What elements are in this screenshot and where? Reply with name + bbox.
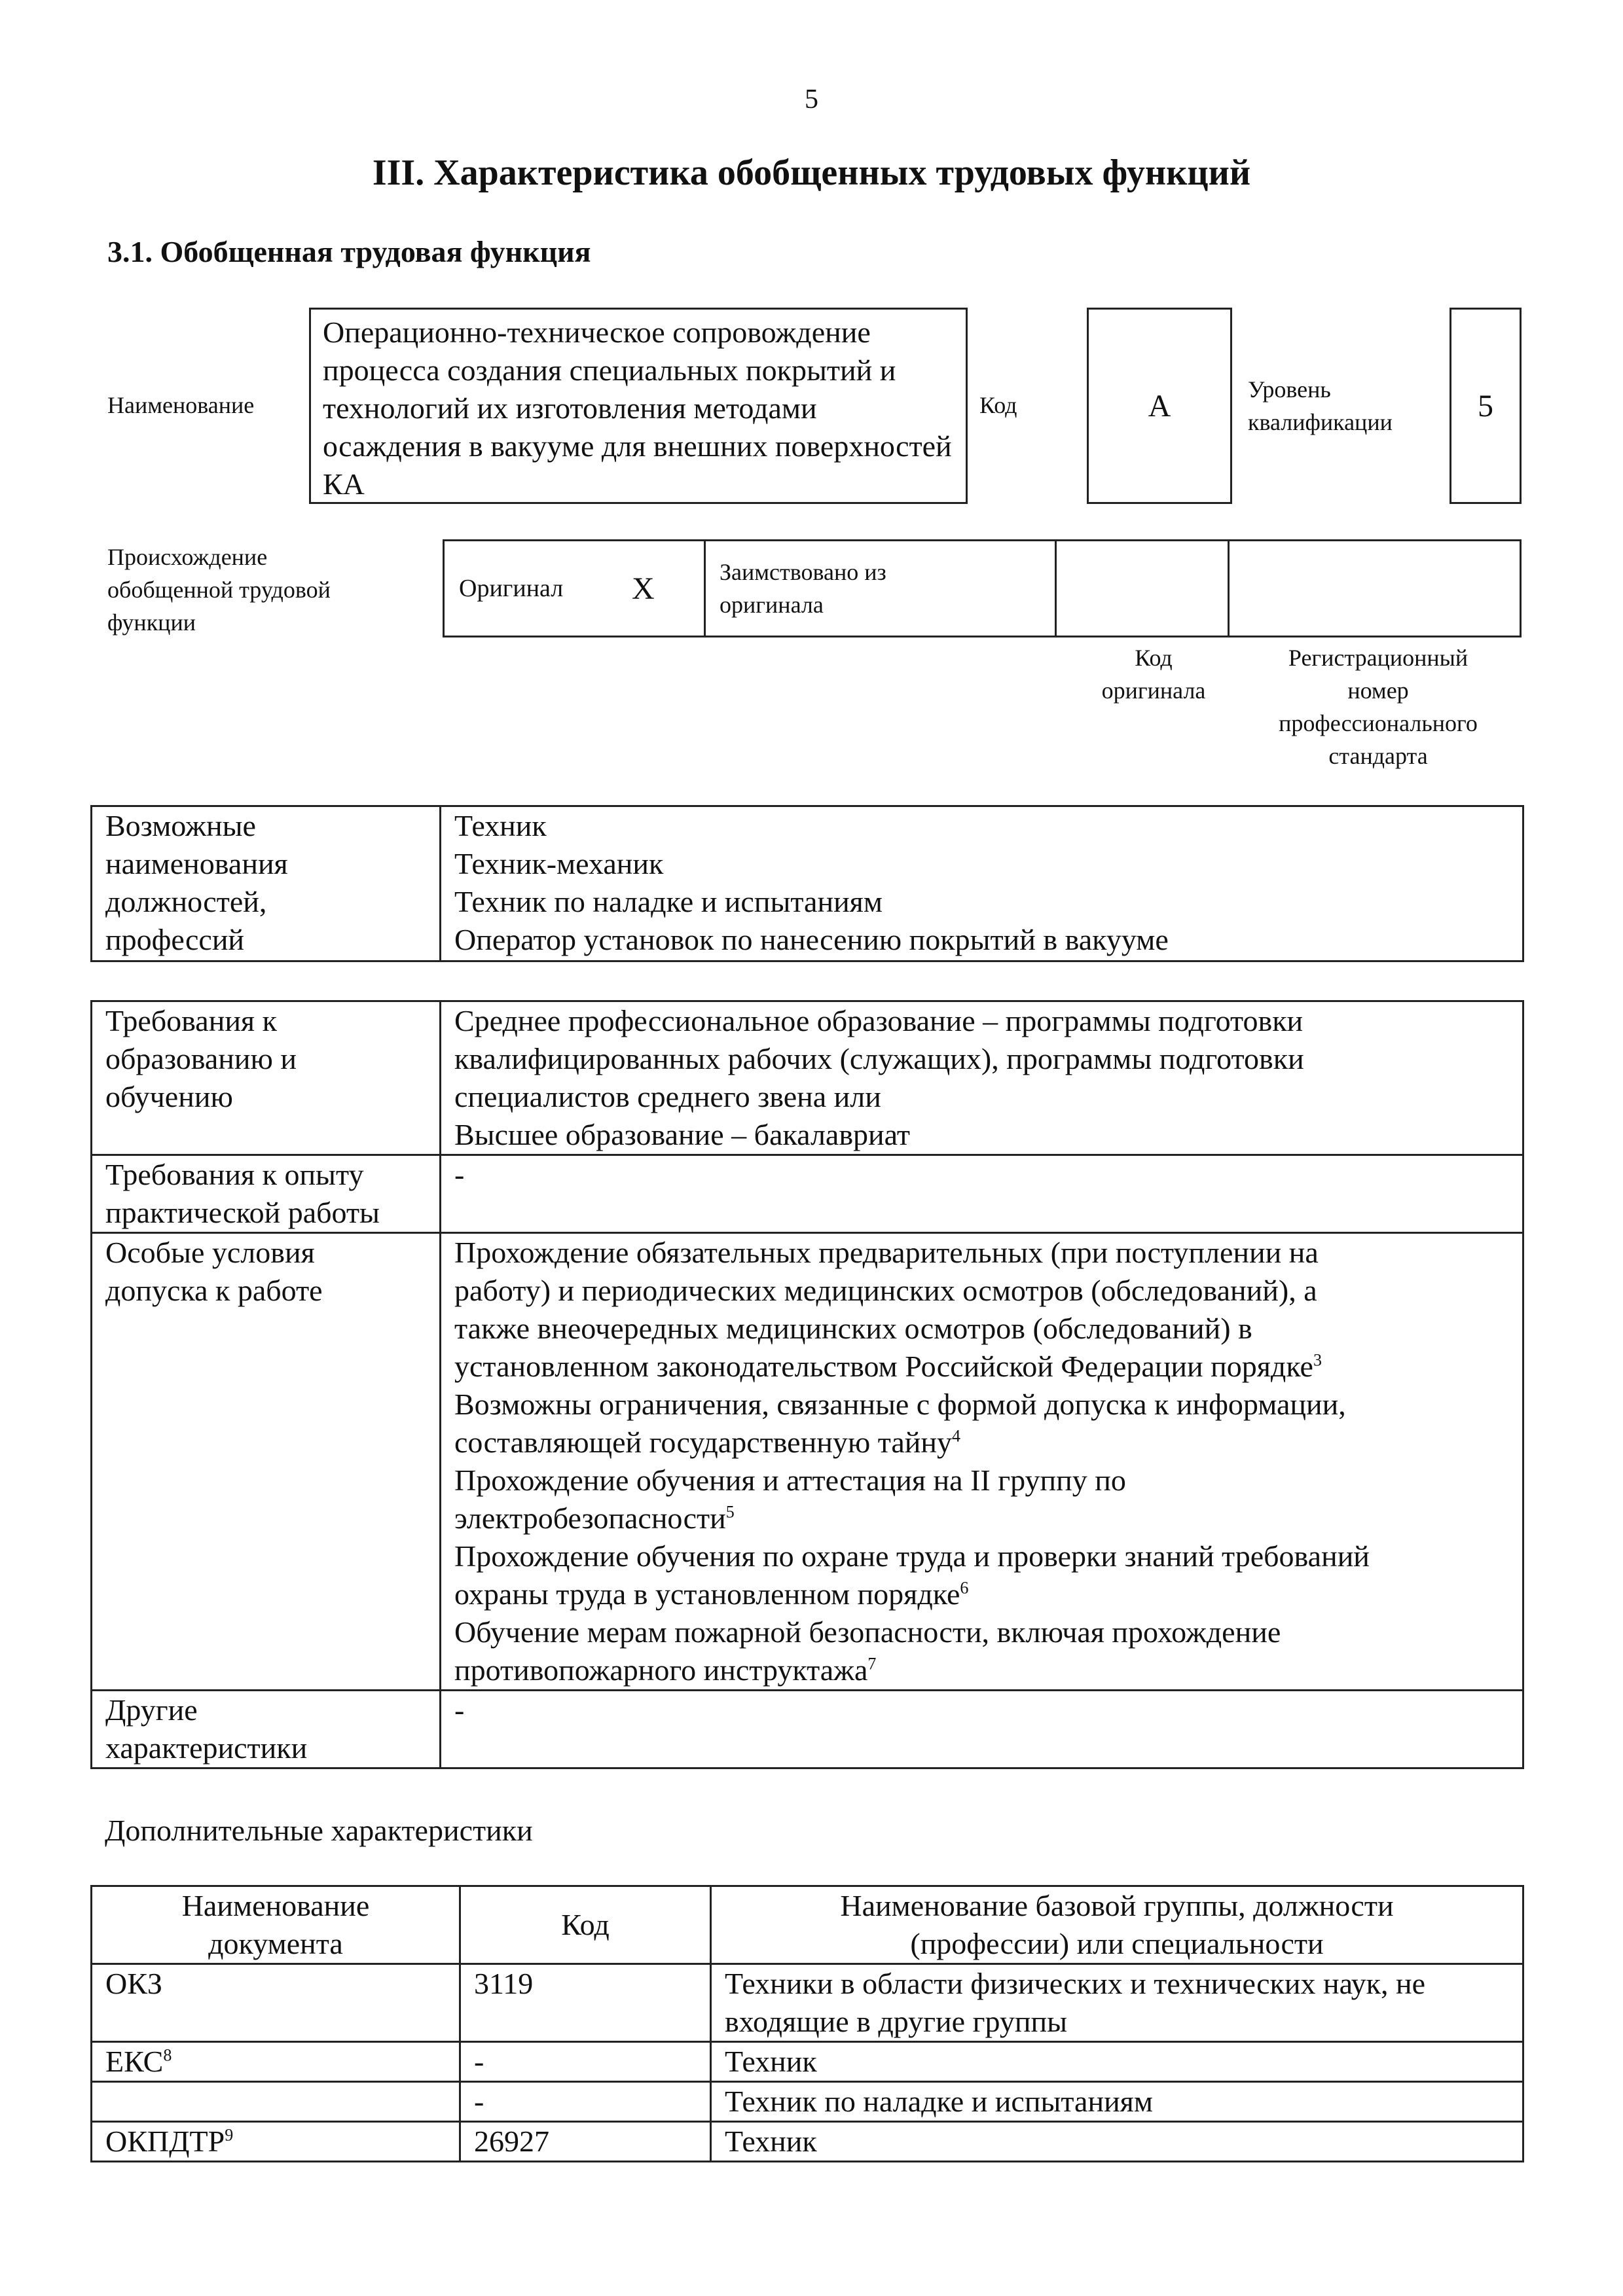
experience-value: - — [441, 1155, 1523, 1233]
conditions-label: Особые условия допуска к работе — [92, 1233, 441, 1691]
footnote-ref[interactable]: 8 — [163, 2045, 172, 2065]
footnote-ref[interactable]: 7 — [867, 1654, 877, 1674]
table-row — [92, 1964, 1523, 2042]
code-value-box — [1087, 308, 1232, 504]
level-value-box — [1450, 308, 1522, 504]
footnote-ref[interactable]: 6 — [960, 1578, 969, 1598]
origin-divider-1 — [704, 541, 706, 636]
level-value: 5 — [1478, 388, 1493, 423]
table-row — [92, 1001, 1523, 1155]
section-title: III. Характеристика обобщенных трудовых функций — [372, 152, 1251, 193]
name-cell: Техник по наладке и испытаниям — [711, 2082, 1523, 2122]
additional-title: Дополнительные характеристики — [105, 1814, 533, 1847]
code-caption: Код оригинала — [1101, 645, 1206, 704]
name-cell: Техники в области физических и технических наук, не входящие в другие группы — [711, 1964, 1523, 2042]
list-item: Техник — [454, 809, 547, 842]
positions-label: Возможные наименования должностей, профессий — [92, 806, 441, 961]
table-row — [92, 1233, 1523, 1691]
doc-cell: ОКПДТР$^9$ — [92, 2122, 460, 2162]
other-label: Другие характеристики — [92, 1691, 441, 1768]
table-row — [92, 2082, 1523, 2122]
doc-cell — [92, 2082, 460, 2122]
original-label: Оригинал — [459, 575, 564, 602]
table-row — [92, 1691, 1523, 1768]
reg-caption: Регистрационный номер профессионального стандарта — [1279, 645, 1478, 769]
list-item: Техник по наладке и испытаниям — [454, 885, 883, 918]
name-value-box — [309, 308, 968, 504]
education-value: Среднее профессиональное образование – программы подготовки квалифицированных рабочих (служащих), программы подготовки специалистов среднего звена или Высшее образование – бакалавриат — [441, 1001, 1523, 1155]
code-label: Код — [979, 392, 1017, 418]
experience-label: Требования к опыту практической работы — [92, 1155, 441, 1233]
col-name-header: Наименование базовой группы, должности (профессии) или специальности — [711, 1886, 1523, 1964]
code-cell: 26927 — [460, 2122, 711, 2162]
col-doc-header: Наименование документа — [92, 1886, 460, 1964]
origin-table — [443, 539, 1522, 637]
origin-divider-3 — [1228, 541, 1230, 636]
footnote-ref[interactable]: 9 — [225, 2125, 234, 2145]
doc-cell: ЕКС$^8$ — [92, 2042, 460, 2082]
footnote-ref[interactable]: 5 — [725, 1502, 735, 1522]
name-cell: Техник — [711, 2122, 1523, 2162]
other-value: - — [441, 1691, 1523, 1768]
positions-table — [90, 805, 1524, 962]
table-header-row — [92, 1886, 1523, 1964]
col-code-header: Код — [460, 1886, 711, 1964]
borrowed-label: Заимствовано из оригинала — [720, 559, 886, 618]
conditions-value: Прохождение обязательных предварительных (при поступлении на работу) и периодических медицинских осмотров (обследований), а также внеочередных медицинских осмотров (обследований) в установленном законодательством Российской Федерации порядке$^3$ Возможны ограничения, связанные с формой допуска к информации, составляющей государственную тайну$^4$ Прохождение обучения и аттестация на II группу по электробезопасности$^5$ Прохождение обучения по охране труда и проверки знаний требований охраны труда в установленном порядке$^6$ Обучение мерам пожарной безопасности, включая прохождение противопожарного инструктажа$^7$ — [441, 1233, 1523, 1691]
name-cell: Техник — [711, 2042, 1523, 2082]
code-cell: 3119 — [460, 1964, 711, 2042]
doc-cell: ОКЗ — [92, 1964, 460, 2042]
code-cell: - — [460, 2082, 711, 2122]
footnote-ref[interactable]: 4 — [952, 1426, 961, 1446]
footnote-ref[interactable]: 3 — [1313, 1350, 1322, 1370]
table-row — [92, 2042, 1523, 2082]
education-label: Требования к образованию и обучению — [92, 1001, 441, 1155]
original-mark: X — [632, 571, 655, 606]
origin-label: Происхождение обобщенной трудовой функции — [107, 544, 331, 636]
subsection-title: 3.1. Обобщенная трудовая функция — [107, 235, 591, 268]
positions-list — [441, 806, 1523, 961]
table-row — [92, 1155, 1523, 1233]
code-cell: - — [460, 2042, 711, 2082]
name-value: Операционно-техническое сопровождение процесса создания специальных покрытий и технологий их изготовления методами осаждения в вакууме для внешних поверхностей КА — [323, 315, 952, 501]
name-label: Наименование — [107, 392, 255, 418]
level-label: Уровень квалификации — [1248, 376, 1393, 435]
list-item: Оператор установок по нанесению покрытий в вакууме — [454, 923, 1169, 956]
origin-divider-2 — [1055, 541, 1057, 636]
requirements-table — [90, 1000, 1524, 1769]
table-row — [92, 2122, 1523, 2162]
page-number: 5 — [805, 84, 818, 115]
code-value: A — [1148, 388, 1171, 423]
additional-table — [90, 1885, 1524, 2162]
list-item: Техник-механик — [454, 847, 664, 880]
